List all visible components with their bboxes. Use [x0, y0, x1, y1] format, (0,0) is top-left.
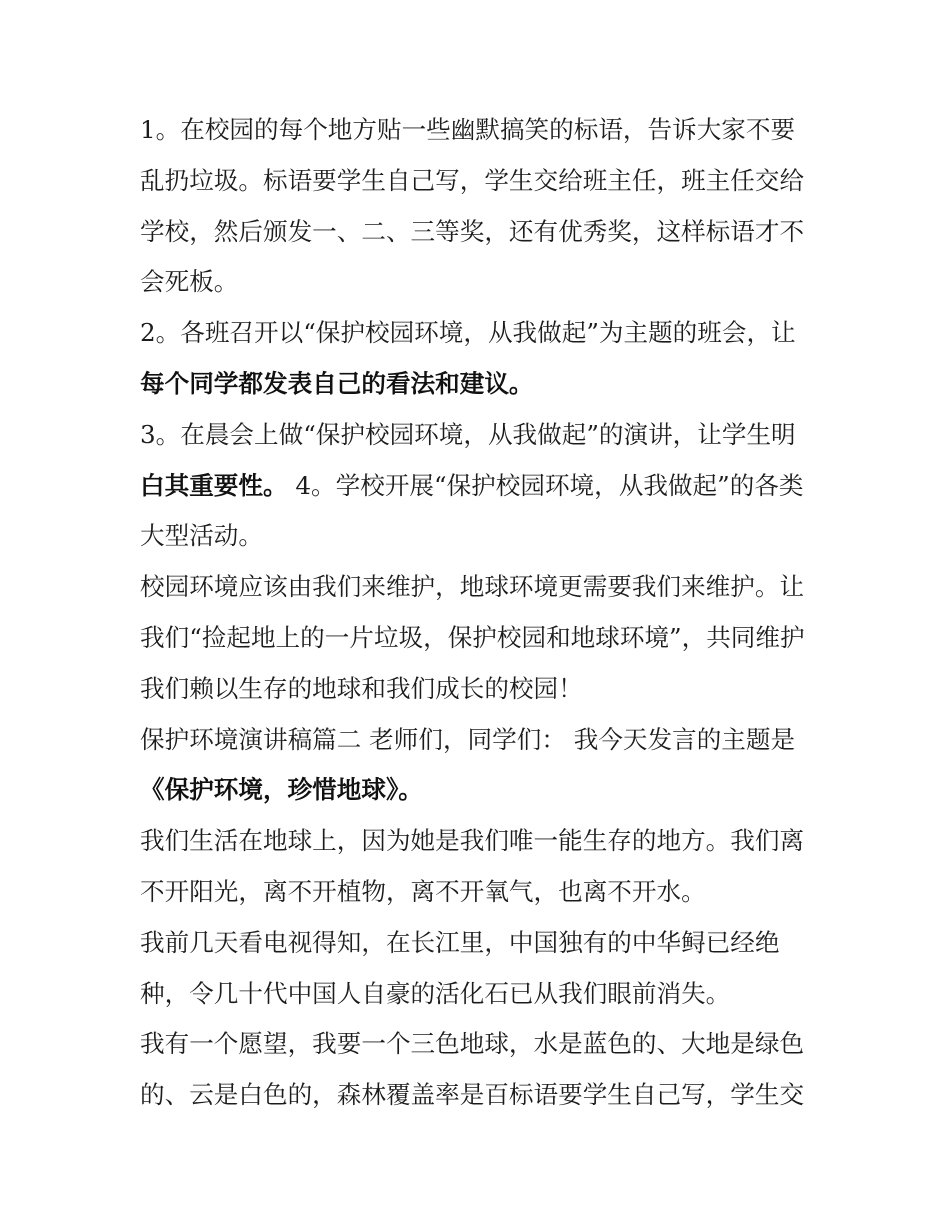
- text-line: 种，令几十代中国人自豪的活化石已从我们眼前消失。: [140, 978, 731, 1008]
- text-line: 乱扔垃圾。标语要学生自己写，学生交给班主任，班主任交给: [140, 165, 805, 195]
- text-line: 不开阳光，离不开植物，离不开氧气，也离不开水。: [140, 876, 706, 906]
- text-line: 的、云是白色的，森林覆盖率是百标语要学生自己写，学生交: [140, 1080, 805, 1110]
- text-line: 我们赖以生存的地球和我们成长的校园！: [140, 673, 583, 703]
- text-line-mixed: [140, 461, 820, 512]
- text-line-bold: 每个同学都发表自己的看法和建议。: [140, 368, 534, 398]
- text-line: 大型活动。: [140, 521, 263, 551]
- text-line: 我们“捡起地上的一片垃圾，保护校园和地球环境”，共同维护: [140, 622, 805, 652]
- text-line: 保护环境演讲稿篇二 老师们，同学们： 我今天发言的主题是: [140, 724, 796, 754]
- text-segment: 4。学校开展“保护校园环境，从我做起”的各类: [287, 470, 804, 500]
- text-line: 校园环境应该由我们来维护，地球环境更需要我们来维护。让: [140, 572, 805, 602]
- text-line: 3。在晨会上做“保护校园环境，从我做起”的演讲，让学生明: [140, 419, 796, 449]
- bold-segment: 白其重要性。: [140, 470, 288, 500]
- text-line: 我前几天看电视得知，在长江里，中国独有的中华鲟已经绝: [140, 927, 780, 957]
- text-line: 1。在校园的每个地方贴一些幽默搞笑的标语，告诉大家不要: [140, 115, 796, 144]
- text-line: 学校，然后颁发一、二、三等奖，还有优秀奖，这样标语才不: [140, 216, 805, 246]
- text-line: 会死板。: [140, 267, 239, 297]
- text-line: 2。各班召开以“保护校园环境，从我做起”为主题的班会，让: [140, 318, 796, 348]
- speech-title: 《保护环境，珍惜地球》。: [140, 775, 423, 805]
- text-line: 我们生活在地球上，因为她是我们唯一能生存的地方。我们离: [140, 826, 805, 856]
- document-body: [140, 105, 820, 1121]
- text-line: 我有一个愿望，我要一个三色地球，水是蓝色的、大地是绿色: [140, 1029, 805, 1059]
